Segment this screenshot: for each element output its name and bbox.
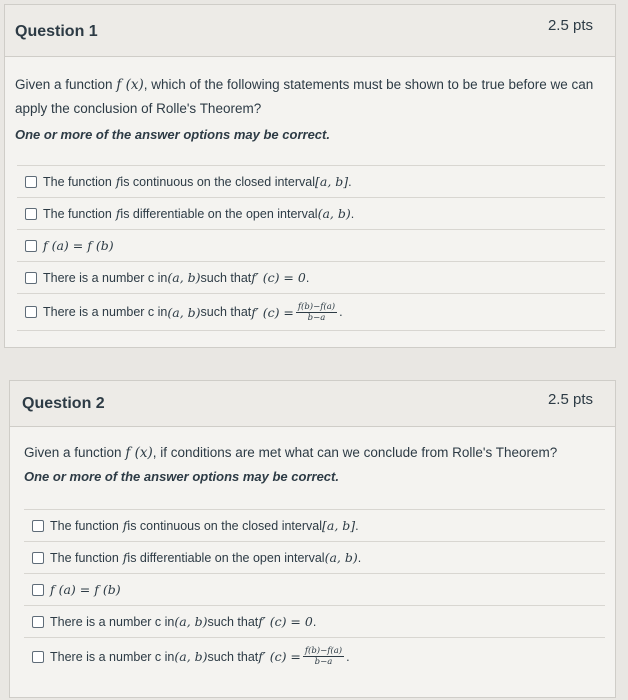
checkbox[interactable] xyxy=(25,306,37,318)
question-2-card xyxy=(9,380,616,698)
answer-option[interactable]: There is a number c in (a, b) such that f′ (c) = 0 . xyxy=(24,605,605,637)
question-prompt: Given a function f (x), which of the following statements must be shown to be true before we can apply the conclusion of Rolle's Theorem? xyxy=(15,77,594,116)
checkbox[interactable] xyxy=(25,208,37,220)
answer-option[interactable]: f (a) = f (b) xyxy=(17,229,605,261)
fraction: $\frac{f(b)-f(a)}{b-a}$ xyxy=(304,646,343,667)
answer-option[interactable]: f (a) = f (b) xyxy=(24,573,605,605)
question-header xyxy=(5,5,615,57)
fraction: $\frac{f(b)-f(a)}{b-a}$ xyxy=(297,301,336,323)
answer-list xyxy=(17,165,605,331)
question-note: One or more of the answer options may be correct. xyxy=(24,469,339,484)
checkbox[interactable] xyxy=(32,651,44,663)
question-1-card xyxy=(4,4,616,348)
checkbox[interactable] xyxy=(32,520,44,532)
checkbox[interactable] xyxy=(25,176,37,188)
answer-option[interactable]: The function f is continuous on the closed interval [a, b] . xyxy=(17,165,605,197)
checkbox[interactable] xyxy=(25,240,37,252)
checkbox[interactable] xyxy=(25,272,37,284)
question-header xyxy=(10,381,615,427)
answer-option[interactable]: The function f is differentiable on the open interval (a, b) . xyxy=(24,541,605,573)
answer-list xyxy=(24,509,605,675)
question-title: Question 1 xyxy=(15,23,98,40)
question-body xyxy=(5,73,615,142)
question-points: 2.5 pts xyxy=(547,391,593,408)
checkbox[interactable] xyxy=(32,584,44,596)
checkbox[interactable] xyxy=(32,552,44,564)
answer-option[interactable]: There is a number c in (a, b) such that f′ (c) = $\frac{f(b)-f(a)}{b-a}$ . xyxy=(24,637,605,675)
answer-option[interactable]: The function f is differentiable on the open interval (a, b) . xyxy=(17,197,605,229)
question-note: One or more of the answer options may be correct. xyxy=(15,127,330,142)
answer-option[interactable]: There is a number c in (a, b) such that f′ (c) = $\frac{f(b)-f(a)}{b-a}$ . xyxy=(17,293,605,331)
checkbox[interactable] xyxy=(32,616,44,628)
question-prompt: Given a function f (x), if conditions are met what can we conclude from Rolle's Theorem? xyxy=(24,445,558,461)
question-title: Question 2 xyxy=(22,395,105,412)
answer-option[interactable]: The function f is continuous on the closed interval [a, b] . xyxy=(24,509,605,541)
question-body xyxy=(10,441,615,484)
question-points: 2.5 pts xyxy=(547,17,593,34)
answer-option[interactable]: There is a number c in (a, b) such that f′ (c) = 0 . xyxy=(17,261,605,293)
